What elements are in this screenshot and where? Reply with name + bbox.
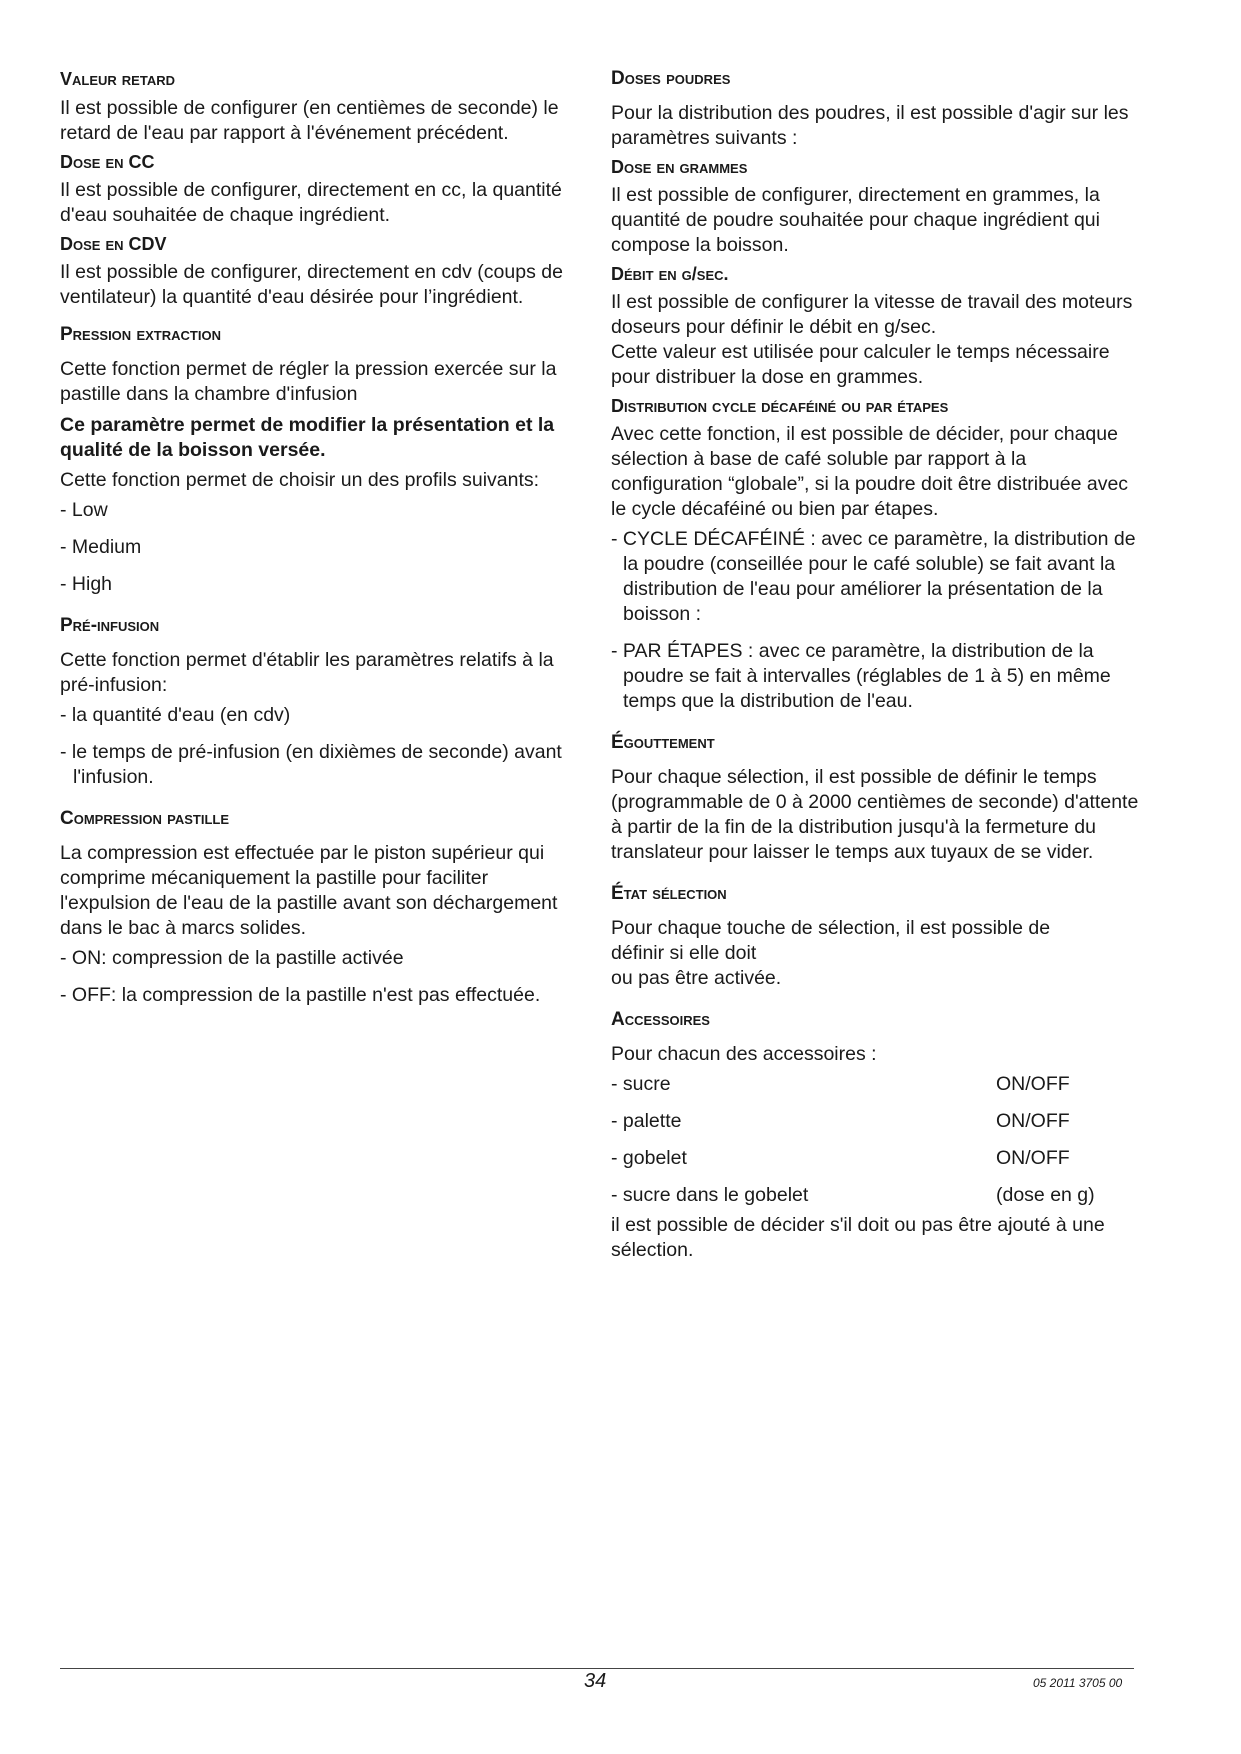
accessory-label: - gobelet xyxy=(611,1147,687,1169)
list-item: - la quantité d'eau (en cdv) xyxy=(60,704,291,726)
list-item: - Low xyxy=(60,499,108,521)
text-distribution: Avec cette fonction, il est possible de décider, pour chaque sélection à base de café soluble par rapport à la configuration “globale”, si la poudre doit être distribuée avec le cycle décaféiné ou bien par étapes. xyxy=(611,423,1129,520)
accessory-label: - sucre xyxy=(611,1073,671,1095)
heading-pression: Pression extraction xyxy=(60,324,221,345)
heading-egouttement: Égouttement xyxy=(611,732,715,753)
list-item: - CYCLE DÉCAFÉINÉ : avec ce paramètre, la distribution de la poudre (conseillée pour le café soluble) se fait avant la distribution de l'eau pour améliorer la présentation de la boisson : xyxy=(611,528,1136,625)
left-column xyxy=(60,62,580,1008)
text-dose-grammes: Il est possible de configurer, directement en grammes, la quantité de poudre souhaitée pour chaque ingrédient qui compose la boisson. xyxy=(611,184,1100,256)
heading-dose-grammes: Dose en grammes xyxy=(611,157,748,177)
text-pre-infusion: Cette fonction permet d'établir les paramètres relatifs à la pré-infusion: xyxy=(60,649,554,696)
heading-dose-cc: Dose en CC xyxy=(60,152,155,172)
heading-doses-poudres: Doses poudres xyxy=(611,68,731,89)
right-column xyxy=(611,62,1141,1263)
document-code: 05 2011 3705 00 xyxy=(1033,1676,1123,1690)
text-pression-profils: Cette fonction permet de choisir un des profils suivants: xyxy=(60,469,540,491)
text-accessoires-2: il est possible de décider s'il doit ou pas être ajouté à une sélection. xyxy=(611,1214,1105,1261)
list-item: - le temps de pré-infusion (en dixièmes de seconde) avant l'infusion. xyxy=(60,741,562,788)
text-debit-2: Cette valeur est utilisée pour calculer le temps nécessaire pour distribuer la dose en grammes. xyxy=(611,341,1110,388)
list-item: - ON: compression de la pastille activée xyxy=(60,947,404,969)
accessory-value: ON/OFF xyxy=(996,1147,1070,1169)
heading-valeur-retard: Valeur retard xyxy=(60,69,175,89)
accessory-row xyxy=(611,1183,1141,1208)
accessory-row xyxy=(611,1146,1141,1171)
heading-accessoires: Accessoires xyxy=(611,1009,710,1030)
list-item: - High xyxy=(60,573,113,595)
text-valeur-retard: Il est possible de configurer (en centièmes de seconde) le retard de l'eau par rapport à l'événement précédent. xyxy=(60,97,559,144)
text-etat-2: ou pas être activée. xyxy=(611,967,782,989)
list-item: - OFF: la compression de la pastille n'est pas effectuée. xyxy=(60,984,541,1006)
text-pression: Cette fonction permet de régler la pression exercée sur la pastille dans la chambre d'infusion xyxy=(60,358,557,405)
heading-pre-infusion: Pré-infusion xyxy=(60,615,160,636)
accessory-label: - sucre dans le gobelet xyxy=(611,1184,809,1206)
accessory-value: ON/OFF xyxy=(996,1110,1070,1132)
text-egouttement: Pour chaque sélection, il est possible de définir le temps (programmable de 0 à 2000 centièmes de seconde) d'attente à partir de la fin de la distribution jusqu'à la fermeture du translateur pour laisser le temps aux tuyaux de se vider. xyxy=(611,766,1139,863)
heading-distribution: Distribution cycle décaféiné ou par étapes xyxy=(611,396,949,416)
text-dose-cdv: Il est possible de configurer, directement en cdv (coups de ventilateur) la quantité d'eau désirée pour l’ingrédient. xyxy=(60,261,563,308)
heading-dose-cdv: Dose en CDV xyxy=(60,234,167,254)
accessory-label: - palette xyxy=(611,1110,682,1132)
heading-compression: Compression pastille xyxy=(60,808,229,829)
page-number: 34 xyxy=(584,1670,607,1692)
accessory-value: (dose en g) xyxy=(996,1184,1095,1206)
text-dose-cc: Il est possible de configurer, directement en cc, la quantité d'eau souhaitée de chaque ingrédient. xyxy=(60,179,562,226)
footer-rule xyxy=(60,1668,1134,1669)
accessory-row xyxy=(611,1072,1141,1097)
list-item: - Medium xyxy=(60,536,142,558)
text-etat: Pour chaque touche de sélection, il est possible de définir si elle doit xyxy=(611,917,1051,964)
text-accessoires: Pour chacun des accessoires : xyxy=(611,1043,877,1065)
accessory-row xyxy=(611,1109,1141,1134)
heading-debit: Débit en g/sec. xyxy=(611,264,729,284)
list-item: - PAR ÉTAPES : avec ce paramètre, la distribution de la poudre se fait à intervalles (réglables de 1 à 5) en même temps que la distribution de l'eau. xyxy=(611,640,1111,712)
accessory-value: ON/OFF xyxy=(996,1073,1070,1095)
text-debit: Il est possible de configurer la vitesse de travail des moteurs doseurs pour définir le débit en g/sec. xyxy=(611,291,1133,338)
text-pression-bold: Ce paramètre permet de modifier la présentation et la qualité de la boisson versée. xyxy=(60,414,555,461)
heading-etat: État sélection xyxy=(611,883,727,904)
text-compression: La compression est effectuée par le piston supérieur qui comprime mécaniquement la pastille pour faciliter l'expulsion de l'eau de la pastille avant son déchargement dans le bac à marcs solides. xyxy=(60,842,558,939)
text-doses-poudres: Pour la distribution des poudres, il est possible d'agir sur les paramètres suivants : xyxy=(611,102,1129,149)
